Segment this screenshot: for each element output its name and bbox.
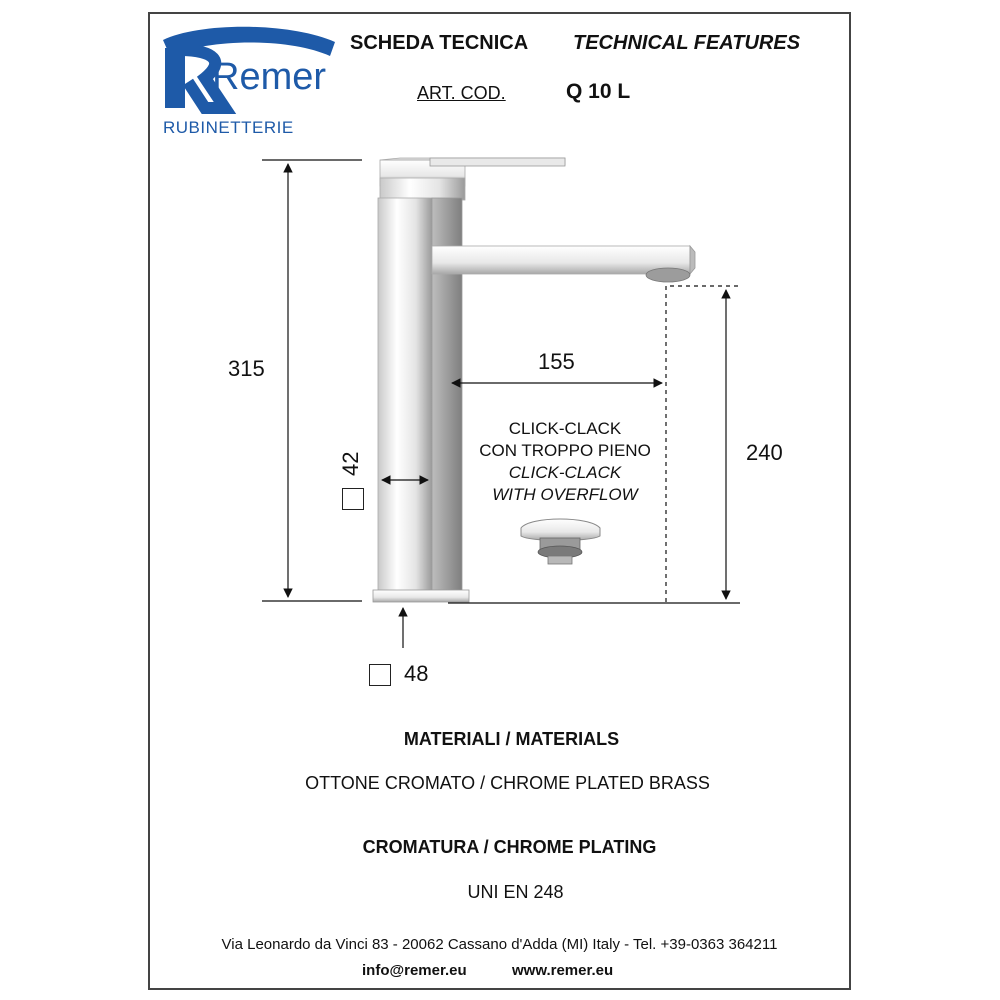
dimension-240: 240 <box>746 440 783 465</box>
waste-note-line4: WITH OVERFLOW <box>492 485 638 504</box>
materials-value: OTTONE CROMATO / CHROME PLATED BRASS <box>305 773 710 793</box>
footer-address: Via Leonardo da Vinci 83 - 20062 Cassano d'Adda (MI) Italy - Tel. +39-0363 364211 <box>221 936 778 953</box>
dimension-lines <box>262 160 740 648</box>
plating-heading: CROMATURA / CHROME PLATING <box>362 837 657 857</box>
logo-wordmark: Remer <box>212 56 327 98</box>
art-cod-label: ART. COD. <box>417 83 506 103</box>
logo-subtitle: RUBINETTERIE <box>163 118 294 137</box>
square-symbol-42 <box>342 488 364 510</box>
title-italian: SCHEDA TECNICA <box>350 32 529 54</box>
waste-note <box>450 418 680 506</box>
waste-note-line1: CLICK-CLACK <box>508 419 622 438</box>
plating-value: UNI EN 248 <box>467 882 564 902</box>
dimension-42: 42 <box>338 451 363 476</box>
waste-note-line2: CON TROPPO PIENO <box>479 441 651 460</box>
materials-heading: MATERIALI / MATERIALS <box>403 729 620 749</box>
title-english: TECHNICAL FEATURES <box>573 32 801 54</box>
dimension-155: 155 <box>538 349 575 374</box>
footer-website-link[interactable]: www.remer.eu <box>512 962 614 979</box>
click-clack-waste-image <box>521 519 600 564</box>
footer-email-link[interactable]: info@remer.eu <box>362 962 467 979</box>
dimension-315: 315 <box>228 356 265 381</box>
waste-note-line3: CLICK-CLACK <box>508 463 622 482</box>
dimension-48: 48 <box>404 661 429 686</box>
art-cod-value: Q 10 L <box>566 80 631 103</box>
square-symbol-48 <box>369 664 391 686</box>
